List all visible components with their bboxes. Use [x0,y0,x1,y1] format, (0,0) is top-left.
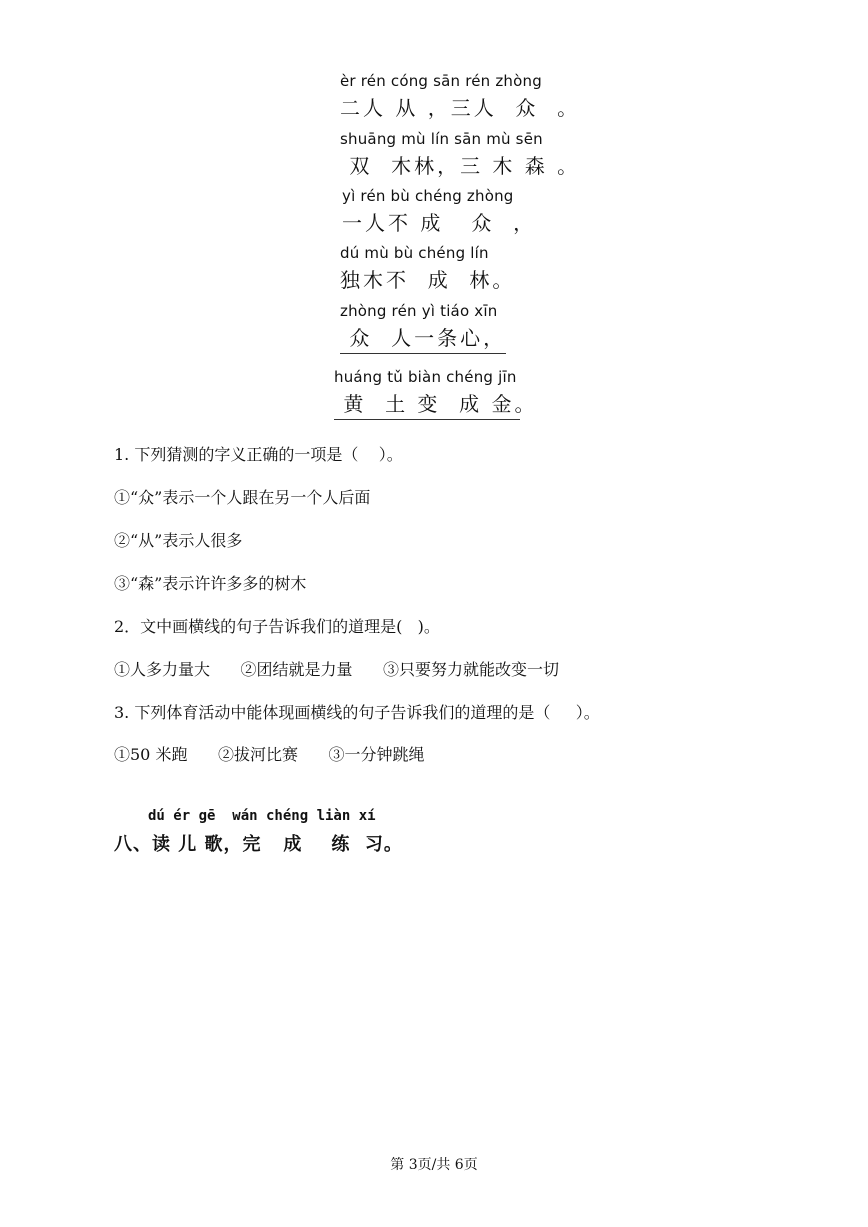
question-2: 2．文中画横线的句子告诉我们的道理是( )。 [114,617,440,636]
poem-line-6 [334,368,538,420]
question-1: 1. 下列猜测的字义正确的一项是（ ）。 [114,445,403,464]
question-1-option-1: ①“众”表示一个人跟在另一个人后面 [114,488,371,507]
poem-text-underlined: 众 人一条心， [340,322,506,354]
question-1-option-2: ②“从”表示人很多 [114,531,243,550]
poem-pinyin: zhòng rén yì tiáo xīn [340,302,498,320]
question-3: 3. 下列体育活动中能体现画横线的句子告诉我们的道理的是（ ）。 [114,703,600,722]
poem-line-4 [340,244,515,295]
poem-text: 独木不 成 林。 [340,268,516,292]
question-1-option-3: ③“森”表示许许多多的树木 [114,574,307,593]
page-number-footer: 第 3页/共 6页 [390,1157,478,1173]
poem-line-5 [340,302,506,354]
poem-text: 双 木林，三 木 森 。 [340,154,581,178]
poem-line-3 [342,187,536,238]
poem-pinyin: shuāng mù lín sān mù sēn [340,130,543,148]
poem-text: 二人 从 ，三人 众 。 [340,96,581,120]
question-3-options: ①50 米跑 ②拔河比赛 ③一分钟跳绳 [114,745,425,764]
poem-text-underlined: 黄 土 变 成 金。 [334,388,520,420]
poem-line-2 [340,130,580,181]
question-2-options: ①人多力量大 ②团结就是力量 ③只要努力就能改变一切 [114,660,560,679]
section-heading-pinyin: dú ér gē wán chéng liàn xí [148,808,376,824]
poem-line-1 [340,72,580,123]
poem-pinyin: huáng tǔ biàn chéng jīn [334,368,517,386]
poem-text: 一人不 成 众 ， [342,211,537,235]
poem-pinyin: dú mù bù chéng lín [340,244,489,262]
poem-pinyin: èr rén cóng sān rén zhòng [340,72,542,90]
section-heading: 八、读 儿 歌，完 成 练 习。 [114,834,403,855]
poem-pinyin: yì rén bù chéng zhòng [342,187,514,205]
